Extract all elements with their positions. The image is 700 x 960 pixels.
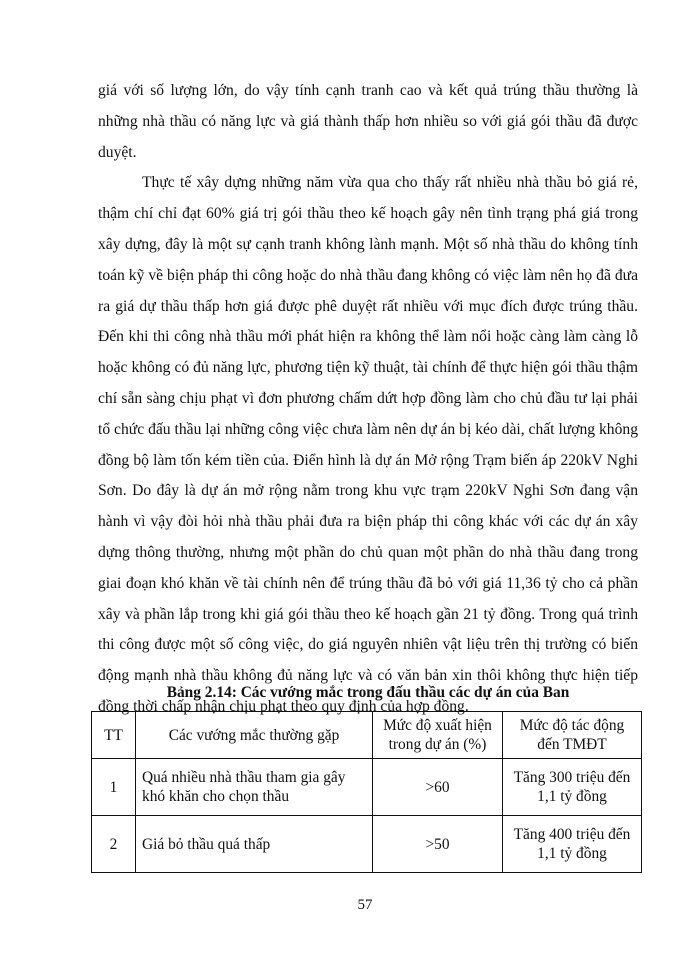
body-text — [98, 76, 638, 723]
header-impact: Mức độ tác động đến TMĐT — [503, 712, 642, 759]
header-tt: TT — [92, 712, 136, 759]
cell-impact: Tăng 300 triệu đến 1,1 tỷ đồng — [503, 759, 642, 816]
cell-tt: 1 — [92, 759, 136, 816]
cell-tt: 2 — [92, 816, 136, 873]
paragraph-main: Thực tế xây dựng những năm vừa qua cho thấy rất nhiều nhà thầu bỏ giá rẻ, thậm chí chỉ đạt 60% giá trị gói thầu theo kế hoạch gây nên tình trạng phá giá trong xây dựng, đây là một sự cạnh tranh không lành mạnh. Một số nhà thầu do không tính toán kỹ về biện pháp thi công hoặc do nhà thầu đang không có việc làm nên họ đã đưa ra giá dự thầu thấp hơn giá được phê duyệt rất nhiều với mục đích được trúng thầu. Đến khi thi công nhà thầu mới phát hiện ra không thể làm nổi hoặc càng làm càng lỗ hoặc không có đủ năng lực, phương tiện kỹ thuật, tài chính để thực hiện gói thầu thậm chí sẵn sàng chịu phạt vì đơn phương chấm dứt hợp đồng làm cho chủ đầu tư lại phải tổ chức đấu thầu lại những công việc chưa làm nên dự án bị kéo dài, chất lượng không đồng bộ làm tốn kém tiền của. Điển hình là dự án Mở rộng Trạm biến áp 220kV Nghi Sơn. Do đây là dự án mở rộng nằm trong khu vực trạm 220kV Nghi Sơn đang vận hành vì vậy đòi hỏi nhà thầu phải đưa ra biện pháp thi công khác với các dự án xây dựng thông thường, nhưng một phần do chủ quan một phần do nhà thầu đang trong giai đoạn khó khăn về tài chính nên để trúng thầu đã bỏ với giá 11,36 tỷ cho cả phần xây và phần lắp trong khi giá gói thầu theo kế hoạch gần 21 tỷ đồng. Trong quá trình thi công được một số công việc, do giá nguyên nhiên vật liệu trên thị trường có biến động mạnh nhà thầu không đủ năng lực và có văn bản xin thôi không thực hiện tiếp đồng thời chấp nhận chịu phạt theo quy định của hợp đồng. — [98, 174, 638, 715]
table-row — [92, 759, 642, 816]
table-row — [92, 816, 642, 873]
cell-issue: Quá nhiều nhà thầu tham gia gây khó khăn cho chọn thầu — [136, 759, 373, 816]
cell-impact: Tăng 400 triệu đến 1,1 tỷ đồng — [503, 816, 642, 873]
table-header-row — [92, 712, 642, 759]
paragraph-continuation: giá với số lượng lớn, do vậy tính cạnh tranh cao và kết quả trúng thầu thường là những nhà thầu có năng lực và giá thành thấp hơn nhiều so với giá gói thầu đã được duyệt. — [98, 82, 638, 161]
cell-frequency: >60 — [373, 759, 503, 816]
cell-issue: Giá bỏ thầu quá thấp — [136, 816, 373, 873]
issues-table — [91, 711, 642, 873]
table-caption: Bảng 2.14: Các vướng mắc trong đấu thầu các dự án của Ban — [166, 684, 570, 701]
header-issue: Các vướng mắc thường gặp — [136, 712, 373, 759]
page-number: 57 — [357, 897, 373, 913]
cell-frequency: >50 — [373, 816, 503, 873]
header-frequency: Mức độ xuất hiện trong dự án (%) — [373, 712, 503, 759]
